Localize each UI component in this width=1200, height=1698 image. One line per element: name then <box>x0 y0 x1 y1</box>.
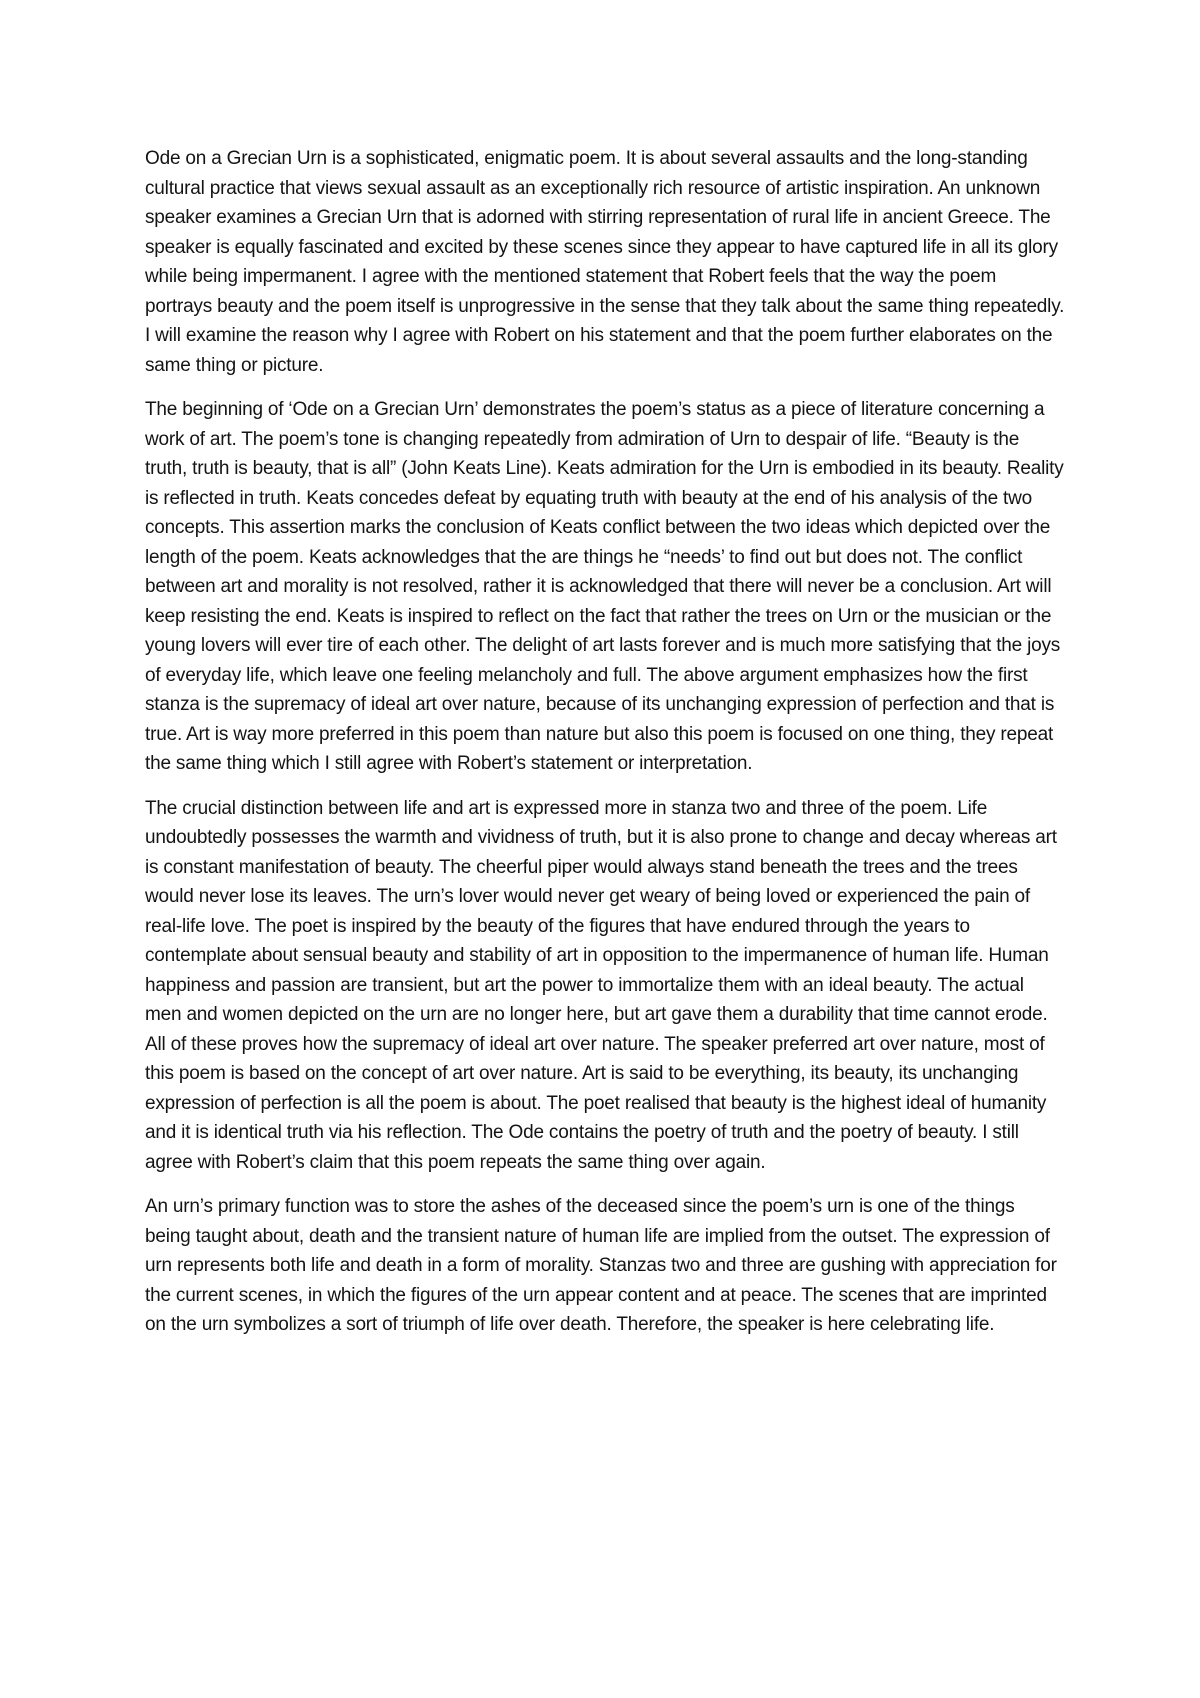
paragraph-3: The crucial distinction between life and art is expressed more in stanza two and three of the poem. Life undoubtedly possesses the warmth and vividness of truth, but it is also prone to change and decay whereas art is constant manifestation of beauty. The cheerful piper would always stand beneath the trees and the trees would never lose its leaves. The urn’s lover would never get weary of being loved or experienced the pain of real-life love. The poet is inspired by the beauty of the figures that have endured through the years to contemplate about sensual beauty and stability of art in opposition to the impermanence of human life. Human happiness and passion are transient, but art the power to immortalize them with an ideal beauty. The actual men and women depicted on the urn are no longer here, but art gave them a durability that time cannot erode. All of these proves how the supremacy of ideal art over nature. The speaker preferred art over nature, most of this poem is based on the concept of art over nature. Art is said to be everything, its beauty, its unchanging expression of perfection is all the poem is about. The poet realised that beauty is the highest ideal of humanity and it is identical truth via his reflection. The Ode contains the poetry of truth and the poetry of beauty. I still agree with Robert’s claim that this poem repeats the same thing over again. <box>145 797 1057 1173</box>
paragraph-1: Ode on a Grecian Urn is a sophisticated, enigmatic poem. It is about several assaults and the long-standing cultural practice that views sexual assault as an exceptionally rich resource of artistic inspiration. An unknown speaker examines a Grecian Urn that is adorned with stirring representation of rural life in ancient Greece. The speaker is equally fascinated and excited by these scenes since they appear to have captured life in all its glory while being impermanent. I agree with the mentioned statement that Robert feels that the way the poem portrays beauty and the poem itself is unprogressive in the sense that they talk about the same thing repeatedly. I will examine the reason why I agree with Robert on his statement and that the poem further elaborates on the same thing or picture. <box>145 148 1065 376</box>
document-page <box>145 144 1065 1355</box>
paragraph-4: An urn’s primary function was to store the ashes of the deceased since the poem’s urn is one of the things being taught about, death and the transient nature of human life are implied from the outset. The expression of urn represents both life and death in a form of morality. Stanzas two and three are gushing with appreciation for the current scenes, in which the figures of the urn appear content and at peace. The scenes that are imprinted on the urn symbolizes a sort of triumph of life over death. Therefore, the speaker is here celebrating life. <box>145 1196 1057 1335</box>
paragraph-2: The beginning of ‘Ode on a Grecian Urn’ demonstrates the poem’s status as a piece of literature concerning a work of art. The poem’s tone is changing repeatedly from admiration of Urn to despair of life. “Beauty is the truth, truth is beauty, that is all” (John Keats Line). Keats admiration for the Urn is embodied in its beauty. Reality is reflected in truth. Keats concedes defeat by equating truth with beauty at the end of his analysis of the two concepts. This assertion marks the conclusion of Keats conflict between the two ideas which depicted over the length of the poem. Keats acknowledges that the are things he “needs’ to find out but does not. The conflict between art and morality is not resolved, rather it is acknowledged that there will never be a conclusion. Art will keep resisting the end. Keats is inspired to reflect on the fact that rather the trees on Urn or the musician or the young lovers will ever tire of each other. The delight of art lasts forever and is much more satisfying that the joys of everyday life, which leave one feeling melancholy and full. The above argument emphasizes how the first stanza is the supremacy of ideal art over nature, because of its unchanging expression of perfection and that is true. Art is way more preferred in this poem than nature but also this poem is focused on one thing, they repeat the same thing which I still agree with Robert’s statement or interpretation. <box>145 399 1064 774</box>
